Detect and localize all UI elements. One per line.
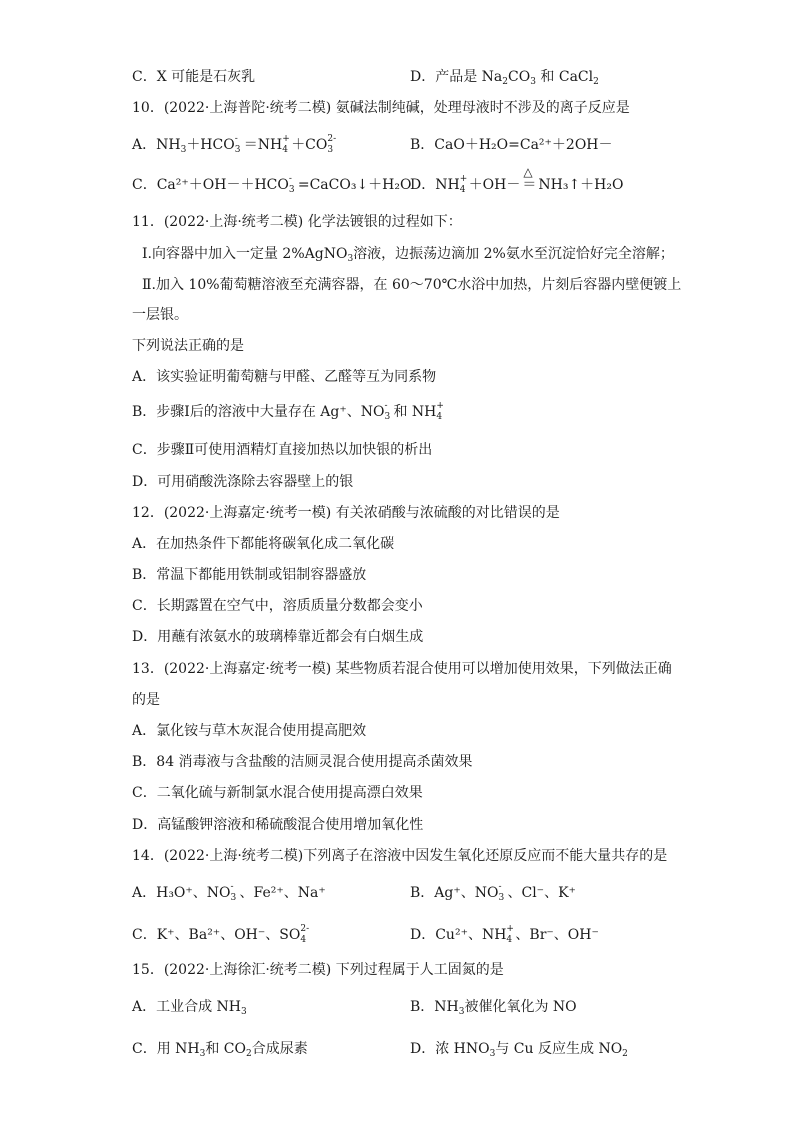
q14-option-a: A．H₃O⁺、NO - 3 、Fe²⁺、Na⁺ — [132, 882, 326, 903]
q13-stem: 13．(2022·上海嘉定·统考一模) 某些物质若混合使用可以增加使用效果，下列做法正确 — [132, 661, 672, 677]
q13-option-c: C．二氧化硫与新制氯水混合使用提高漂白效果 — [132, 785, 423, 801]
q11-option-b: B．步骤Ⅰ后的溶液中大量存在 Ag⁺、NO - 3 和 NH + 4 — [132, 401, 444, 422]
q14-stem: 14．(2022·上海·统考二模)下列离子在溶液中因发生氧化还原反应而不能大量共存的是 — [132, 848, 668, 864]
q10-option-a: A．$NH_3+HCO$ - 3 ＝NH + 4 ＋CO 2- 3 — [132, 134, 337, 155]
q10-stem: 10．(2022·上海普陀·统考二模) 氨碱法制纯碱，处理母液时不涉及的离子反应是 — [132, 100, 630, 116]
q13-option-b: B．84 消毒液与含盐酸的洁厕灵混合使用提高杀菌效果 — [132, 754, 473, 770]
q12-option-d: D．用蘸有浓氨水的玻璃棒靠近都会有白烟生成 — [132, 629, 424, 645]
q15-option-b: B．$NH_3$被催化氧化为 NO — [410, 999, 577, 1017]
q15-option-d: D．浓 $HNO_3$与 Cu 反应生成 $NO_2$ — [410, 1041, 628, 1059]
q12-stem: 12．(2022·上海嘉定·统考一模) 有关浓硝酸与浓硫酸的对比错误的是 — [132, 505, 560, 521]
q10-option-c: C．Ca²⁺＋OH－＋HCO - 3 =CaCO₃↓＋H₂O — [132, 174, 412, 195]
q13-stem-cont: 的是 — [132, 692, 160, 708]
q15-option-c: C．用 $NH_3$和 $CO_2$合成尿素 — [132, 1041, 308, 1059]
heat-equals-sign: △ ＝ — [522, 165, 537, 193]
q13-option-d: D．高锰酸钾溶液和稀硫酸混合使用增加氧化性 — [132, 817, 424, 833]
q11-option-d: D．可用硝酸洗涤除去容器壁上的银 — [132, 474, 354, 490]
q15-stem: 15．(2022·上海徐汇·统考二模) 下列过程属于人工固氮的是 — [132, 962, 504, 978]
q11-option-c: C．步骤Ⅱ可使用酒精灯直接加热以加快银的析出 — [132, 442, 433, 458]
q12-option-a: A．在加热条件下都能将碳氧化成二氧化碳 — [132, 536, 395, 552]
q11-step-1: Ⅰ.向容器中加入一定量 2%AgNO$_3$溶液，边振荡边滴加 2%氨水至沉淀恰好完全溶解； — [142, 246, 674, 264]
q11-stem: 11．(2022·上海·统考二模) 化学法镀银的过程如下： — [132, 214, 462, 230]
q11-question: 下列说法正确的是 — [132, 338, 244, 354]
q14-option-b: B．Ag⁺、NO - 3 、Cl⁻、K⁺ — [410, 882, 576, 903]
q12-option-b: B．常温下都能用铁制或铝制容器盛放 — [132, 567, 367, 583]
q9-option-d: D．产品是 $Na_2CO_3$ 和 CaCl$_2$ — [410, 69, 599, 87]
q9-option-c: C．X 可能是石灰乳 — [132, 69, 256, 85]
q14-option-d: D．Cu²⁺、NH + 4 、Br⁻、OH⁻ — [410, 924, 599, 945]
q12-option-c: C．长期露置在空气中，溶质质量分数都会变小 — [132, 598, 423, 614]
q11-option-a: A．该实验证明葡萄糖与甲醛、乙醛等互为同系物 — [132, 369, 437, 385]
q10-option-b: B．CaO＋H₂O=Ca²⁺＋2OH－ — [410, 137, 613, 153]
q14-option-c: C．K⁺、Ba²⁺、OH⁻、SO 2- 4 — [132, 924, 310, 945]
q15-option-a: A．工业合成 $NH_3$ — [132, 999, 247, 1017]
q10-option-d: D．NH + 4 ＋OH－ △ ＝ NH₃↑＋H₂O — [410, 165, 624, 195]
q13-option-a: A．氯化铵与草木灰混合使用提高肥效 — [132, 723, 367, 739]
q11-step-2-cont: 一层银。 — [132, 307, 188, 323]
q11-step-2: Ⅱ.加入 10%葡萄糖溶液至充满容器，在 60～70℃水浴中加热，片刻后容器内壁便镀上 — [142, 277, 682, 293]
